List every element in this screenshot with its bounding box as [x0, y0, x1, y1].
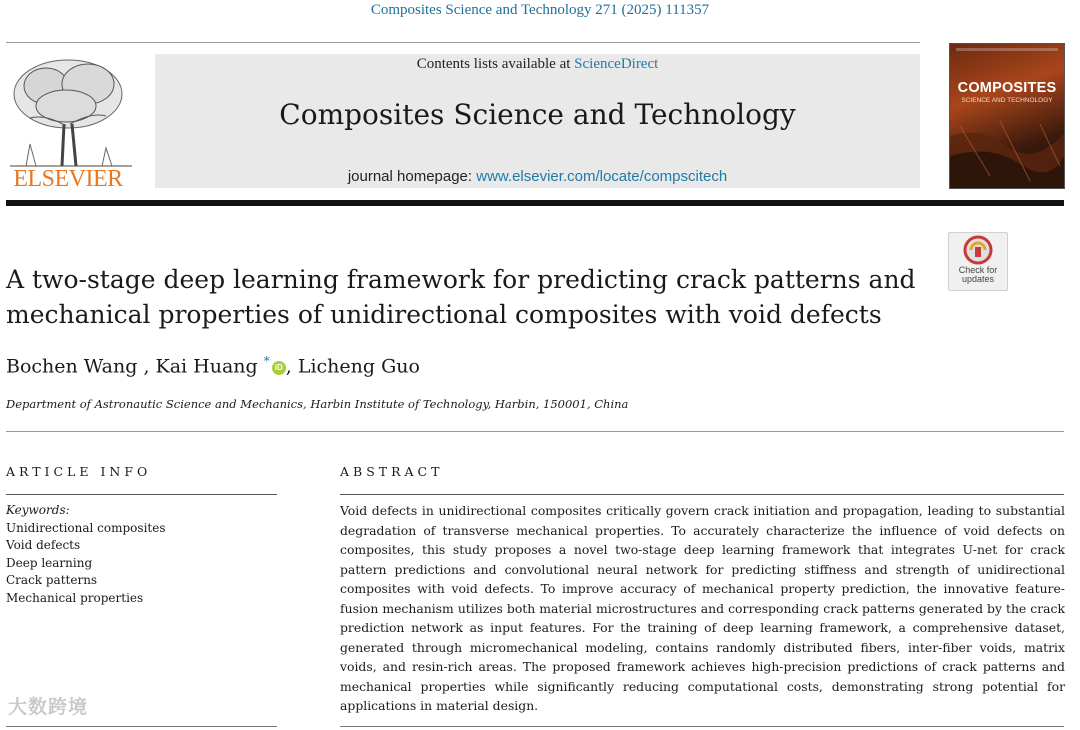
- author-bochen-wang[interactable]: Bochen Wang: [6, 355, 138, 378]
- homepage-prefix: journal homepage:: [347, 168, 477, 185]
- sciencedirect-link[interactable]: ScienceDirect: [574, 56, 659, 72]
- check-updates-line2: updates: [961, 274, 995, 284]
- cover-title: COMPOSITES: [957, 80, 1057, 96]
- author-kai-huang[interactable]: Kai Huang: [155, 355, 258, 378]
- cover-artwork: [950, 116, 1064, 188]
- corresponding-author-mark[interactable]: *: [263, 354, 270, 368]
- article-info-bottom-rule: [6, 726, 277, 727]
- orcid-icon[interactable]: iD: [272, 361, 286, 375]
- journal-banner: [155, 54, 920, 188]
- author-list: Bochen Wang , Kai Huang * iD , Licheng Guo: [6, 354, 420, 378]
- homepage-link[interactable]: www.elsevier.com/locate/compscitech: [476, 168, 728, 185]
- keywords-block: [6, 502, 166, 608]
- contents-prefix: Contents lists available at: [416, 56, 575, 72]
- affiliation: Department of Astronautic Science and Mechanics, Harbin Institute of Technology, Harbin, 150001, China: [6, 397, 629, 411]
- abstract-bottom-rule: [340, 726, 1064, 727]
- check-for-updates-button[interactable]: [948, 232, 1008, 291]
- article-info-heading: ARTICLE INFO: [6, 464, 152, 479]
- header-divider: [6, 42, 920, 43]
- check-updates-line1: Check for: [958, 265, 998, 275]
- keyword-item: Deep learning: [6, 555, 93, 570]
- check-updates-label: [949, 266, 1007, 284]
- journal-citation[interactable]: Composites Science and Technology 271 (2025) 111357: [370, 2, 710, 18]
- journal-homepage: [155, 168, 920, 185]
- contents-line: [155, 56, 920, 73]
- abstract-rule: [340, 494, 1064, 495]
- keyword-item: Unidirectional composites: [6, 520, 166, 535]
- keyword-item: Crack patterns: [6, 573, 98, 588]
- cover-top-strip: [956, 48, 1058, 51]
- section-divider: [6, 431, 1064, 432]
- author-licheng-guo[interactable]: Licheng Guo: [297, 355, 420, 378]
- elsevier-wordmark: ELSEVIER: [13, 166, 123, 192]
- article-title-line1: A two-stage deep learning framework for predicting crack patterns and: [6, 265, 916, 294]
- journal-title: Composites Science and Technology: [279, 98, 796, 131]
- article-title-line2: mechanical properties of unidirectional composites with void defects: [6, 300, 882, 329]
- watermark: 大数跨境: [8, 696, 89, 718]
- cover-subtitle: SCIENCE AND TECHNOLOGY: [961, 97, 1053, 104]
- header-thick-rule: [6, 200, 1064, 206]
- check-updates-icon: [949, 233, 1007, 267]
- abstract-text: Void defects in unidirectional composites critically govern crack initiation and propagation, leading to substantial degradation of transverse mechanical properties. To accurately characterize the influence of void defects on composites, this study proposes a novel two-stage deep learning framework that integrates U-net for crack pattern predictions and convolutional neural network for predicting stiffness and strength of unidirectional composites with void defects. To improve accuracy of mechanical property prediction, the innovative feature-fusion mechanism utilizes both material microstructures and corresponding crack patterns generated by the crack prediction network as input features. For the training of deep learning framework, a comprehensive dataset, generated through micromechanical modeling, contains randomly distributed fibers, inter-fiber voids, matrix voids, and resin-rich areas. The proposed framework achieves high-precision predictions of crack patterns and mechanical properties while significantly reducing computational costs, demonstrating strong potential for applications in material design.: [340, 503, 1065, 713]
- abstract-heading: ABSTRACT: [340, 464, 444, 479]
- keywords-label: Keywords:: [6, 503, 70, 517]
- keyword-item: Void defects: [6, 538, 81, 553]
- article-info-rule: [6, 494, 277, 495]
- article-title: [6, 262, 926, 332]
- keyword-item: Mechanical properties: [6, 590, 144, 605]
- journal-cover[interactable]: [949, 43, 1065, 189]
